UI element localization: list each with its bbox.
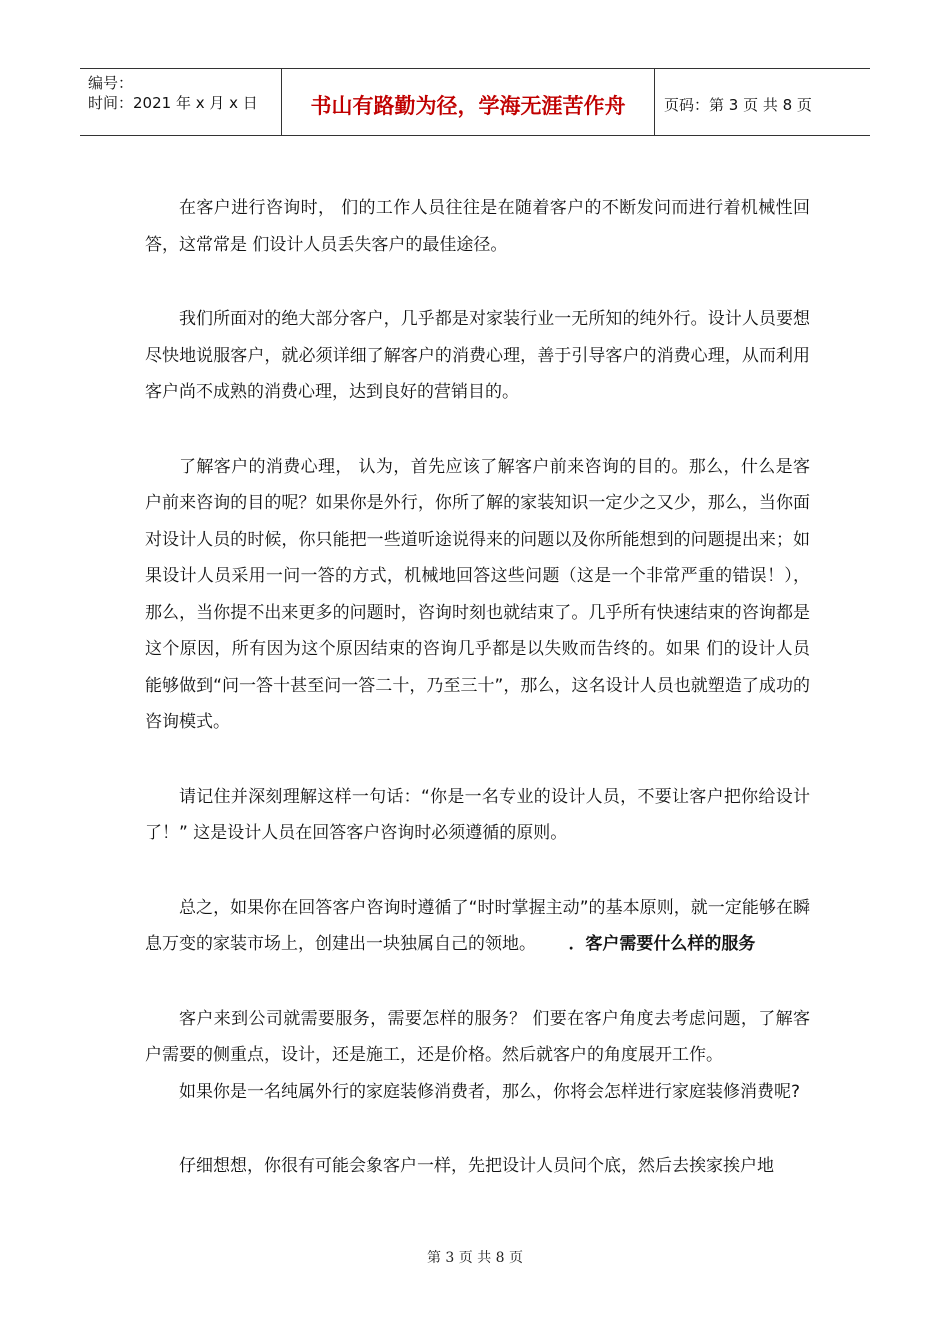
header-time-label: 时间：2021 年 x 月 x 日	[88, 94, 258, 112]
paragraph: 如果你是一名纯属外行的家庭装修消费者，那么，你将会怎样进行家庭装修消费呢?	[179, 1081, 801, 1102]
paragraph: 我们所面对的绝大部分客户，几乎都是对家装行业一无所知的纯外行。设计人员要想尽快地说服客户，就必须详细了解客户的消费心理，善于引导客户的消费心理，从而利用客户尚不成熟的消费心理，达到良好的营销目的。	[145, 309, 810, 402]
header-page-info: 页码：第 3 页 共 8 页	[664, 95, 812, 114]
header-divider	[654, 69, 655, 135]
header-motto: 书山有路勤为径，学海无涯苦作舟	[310, 93, 626, 118]
paragraph-text: 总之，如果你在回答客户咨询时遵循了“时时掌握主动”的基本原则，就一定能够在瞬息万变的家装市场上，创建出一块独属自己的领地。	[145, 897, 810, 954]
paragraph: 请记住并深刻理解这样一句话：“你是一名专业的设计人员，不要让客户把你给设计了！” 这是设计人员在回答客户咨询时必须遵循的原则。	[145, 786, 810, 843]
page-footer: 第 3 页 共 8 页	[426, 1250, 524, 1266]
header-number-label: 编号：	[88, 74, 134, 92]
paragraph: 在客户进行咨询时， 们的工作人员往往是在随着客户的不断发问而进行着机械性回答，这常常是 们设计人员丢失客户的最佳途径。	[145, 198, 810, 255]
document-body	[145, 190, 810, 1185]
header-meta	[88, 73, 258, 113]
paragraph-with-heading	[145, 890, 810, 963]
document-header	[80, 68, 870, 136]
paragraph: 客户来到公司就需要服务，需要怎样的服务？ 们要在客户角度去考虑问题，了解客户需要的侧重点，设计，还是施工，还是价格。然后就客户的角度展开工作。	[145, 1008, 810, 1065]
paragraph: 仔细想想，你很有可能会象客户一样，先把设计人员问个底，然后去挨家挨户地	[179, 1156, 774, 1176]
paragraph: 了解客户的消费心理， 认为，首先应该了解客户前来咨询的目的。那么，什么是客户前来咨询的目的呢？如果你是外行，你所了解的家装知识一定少之又少，那么，当你面对设计人员的时候，你只能把一些道听途说得来的问题以及你所能想到的问题提出来；如果设计人员采用一问一答的方式，机械地回答这些问题（这是一个非常严重的错误！），那么，当你提不出来更多的问题时，咨询时刻也就结束了。几乎所有快速结束的咨询都是这个原因，所有因为这个原因结束的咨询几乎都是以失败而告终的。如果 们的设计人员能够做到“问一答十甚至问一答二十，乃至三十”，那么，这名设计人员也就塑造了成功的咨询模式。	[145, 456, 810, 732]
section-heading: ．客户需要什么样的服务	[568, 934, 756, 954]
